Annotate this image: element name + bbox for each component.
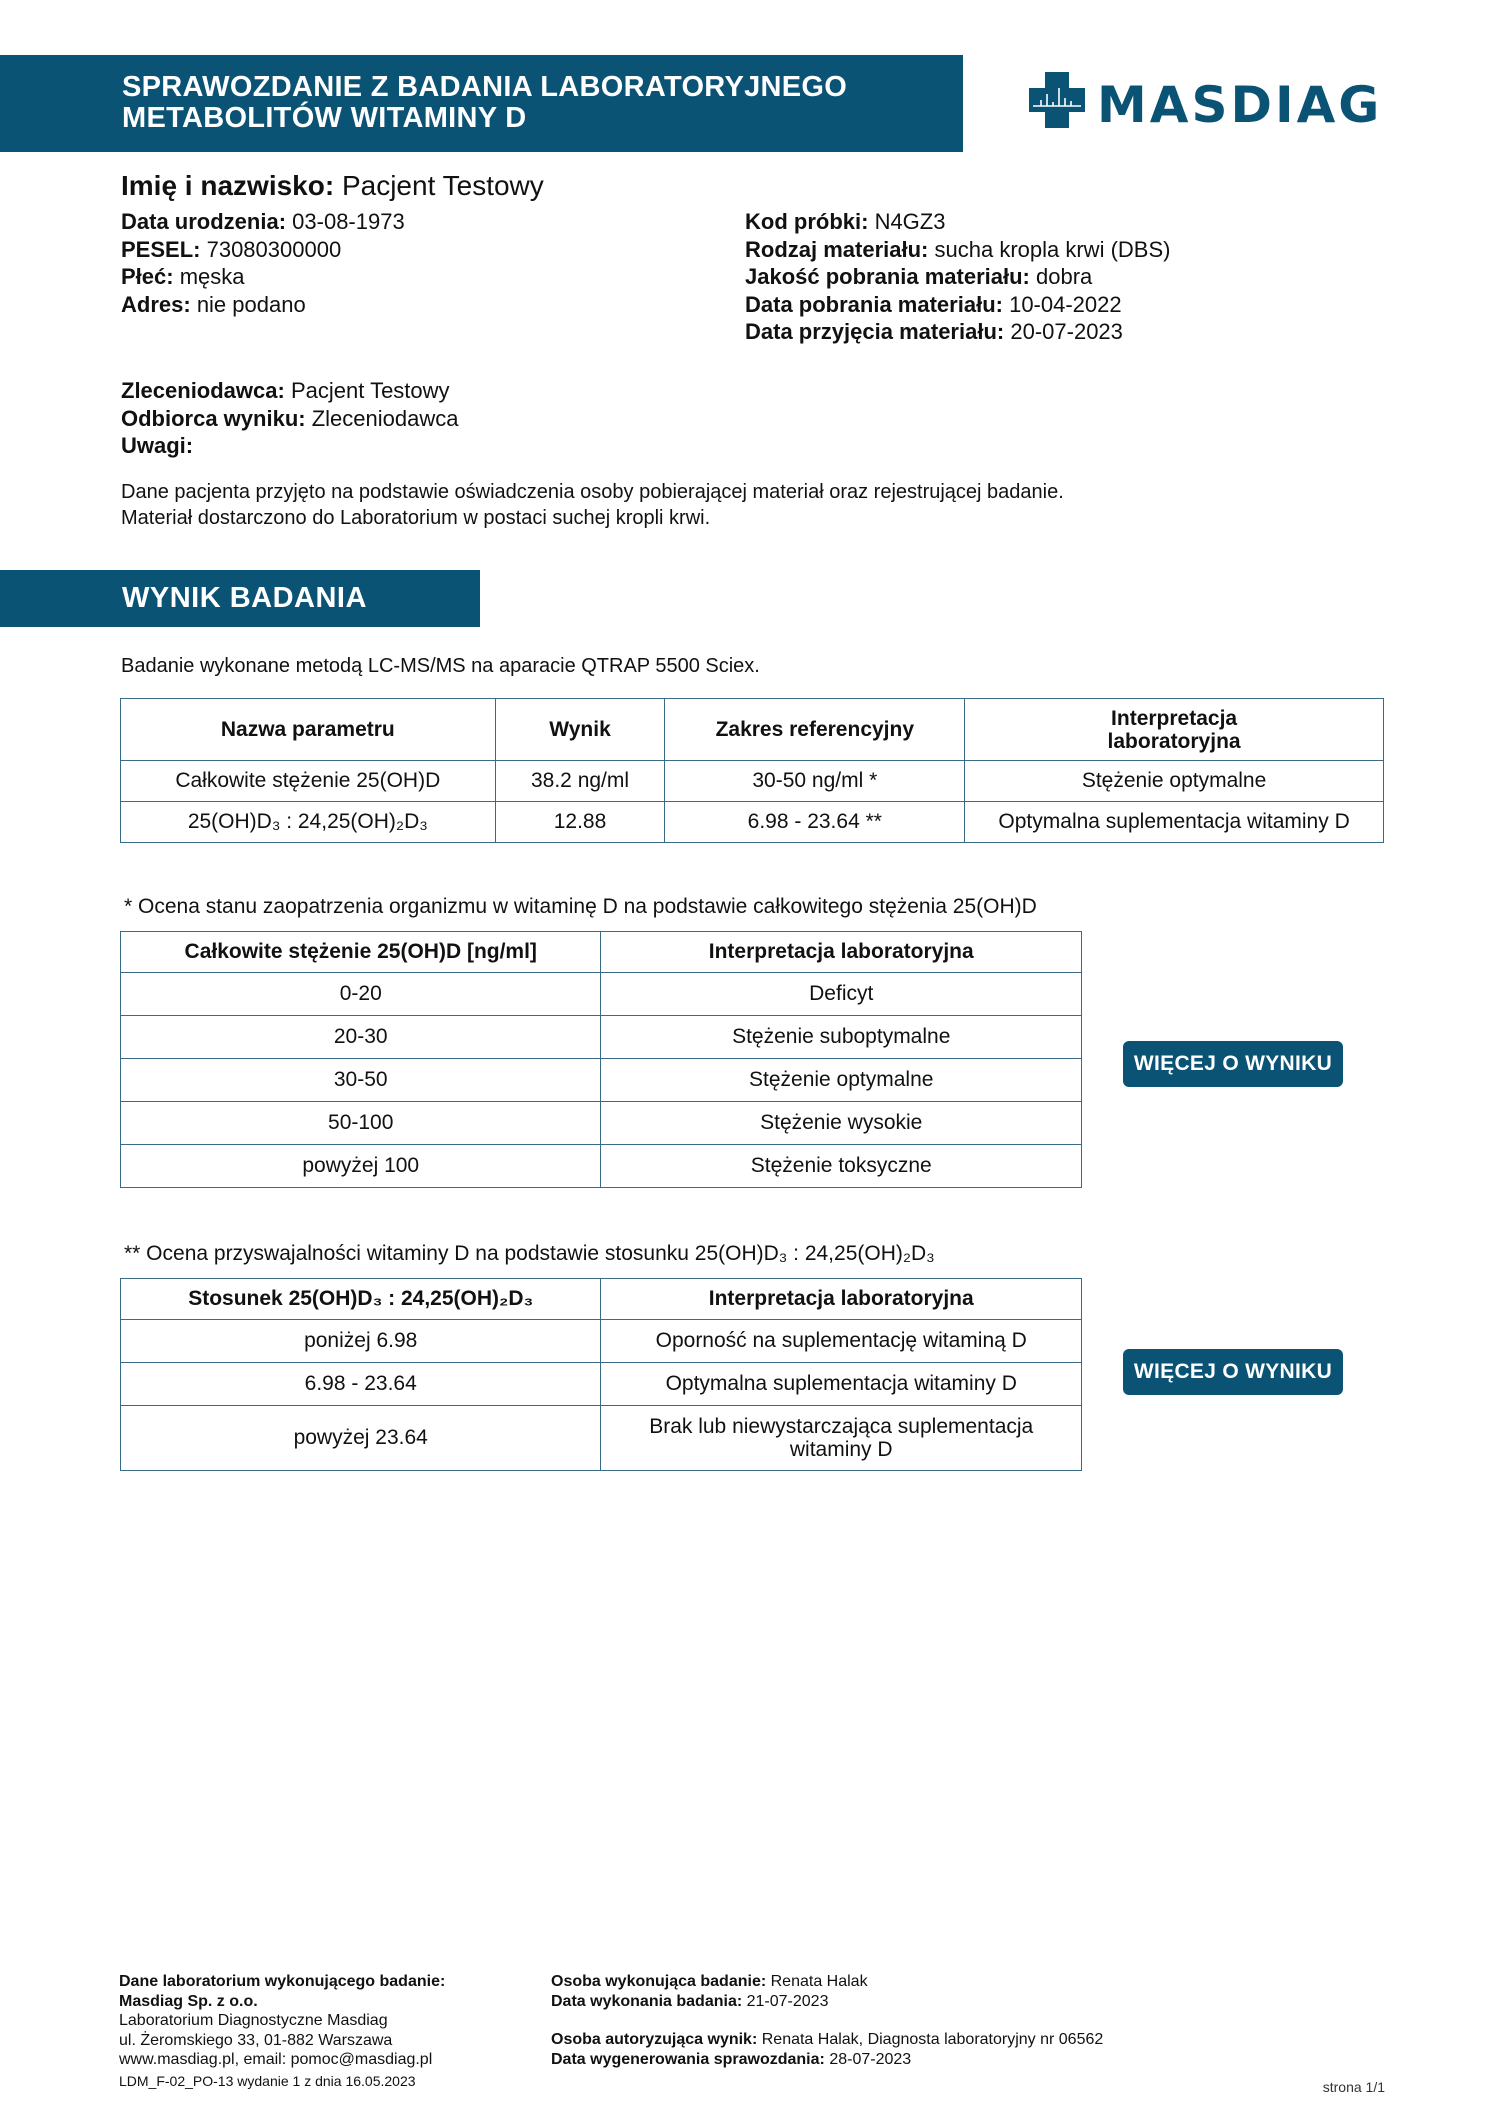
address: Adres: nie podano [121, 291, 306, 317]
table-header-row: Nazwa parametru Wynik Zakres referencyjny Interpretacja laboratoryjna [121, 699, 1384, 761]
material-type: Rodzaj materiału: sucha kropla krwi (DBS) [745, 236, 1171, 262]
collection-quality: Jakość pobrania materiału: dobra [745, 264, 1093, 289]
more-info-button[interactable]: WIĘCEJ O WYNIKU [1123, 1041, 1343, 1087]
receipt-date: Data przyjęcia materiału: 20-07-2023 [745, 319, 1123, 344]
remarks: Uwagi: [121, 433, 194, 458]
sample-details [745, 208, 1170, 346]
table-row: 0-20 Deficyt [121, 973, 1082, 1016]
pesel: PESEL: 73080300000 [121, 236, 342, 262]
more-info-button[interactable]: WIĘCEJ O WYNIKU [1123, 1349, 1343, 1395]
table-header-row: Stosunek 25(OH)D₃ : 24,25(OH)₂D₃ Interpretacja laboratoryjna [121, 1279, 1082, 1320]
table-header-row: Całkowite stężenie 25(OH)D [ng/ml] Interpretacja laboratoryjna [121, 932, 1082, 973]
ref2-table [120, 1278, 1082, 1471]
ordering-party: Zleceniodawca: Pacjent Testowy [121, 378, 450, 403]
table-row: 30-50 Stężenie optymalne [121, 1059, 1082, 1102]
birth-date: Data urodzenia: 03-08-1973 [121, 209, 405, 234]
patient-note: Dane pacjenta przyjęto na podstawie oświadczenia osoby pobierającej materiał oraz rejestrującej badanie. Materiał dostarczono do Laboratorium w postaci suchej kropli krwi. [121, 481, 1064, 529]
medical-cross-icon [1025, 70, 1385, 136]
table-row: poniżej 6.98 Oporność na suplementację witaminą D [121, 1320, 1082, 1363]
page-number: strona 1/1 [1322, 2079, 1385, 2095]
table-row: 25(OH)D₃ : 24,25(OH)₂D₃ 12.88 6.98 - 23.64 ** Optymalna suplementacja witaminy D [121, 802, 1384, 843]
ref1-caption: * Ocena stanu zaopatrzenia organizmu w witaminę D na podstawie całkowitego stężenia 25(OH)D [124, 895, 1037, 918]
patient-details [121, 208, 405, 318]
table-row: 20-30 Stężenie suboptymalne [121, 1016, 1082, 1059]
result-table [120, 698, 1384, 843]
table-row: Całkowite stężenie 25(OH)D 38.2 ng/ml 30-50 ng/ml * Stężenie optymalne [121, 761, 1384, 802]
ref1-table [120, 931, 1082, 1188]
table-row: 6.98 - 23.64 Optymalna suplementacja witaminy D [121, 1363, 1082, 1406]
sample-code: Kod próbki: N4GZ3 [745, 209, 946, 234]
sex: Płeć: męska [121, 264, 245, 289]
table-row: 50-100 Stężenie wysokie [121, 1102, 1082, 1145]
patient-name: Imię i nazwisko: Pacjent Testowy [121, 170, 544, 201]
section-title: WYNIK BADANIA [122, 582, 367, 614]
order-details [121, 377, 458, 460]
performer-info: Osoba wykonująca badanie: Renata Halak Data wykonania badania: 21-07-2023 Osoba autoryzująca wynik: Renata Halak, Diagnosta laboratoryjny nr 06562 Data wygenerowania sprawozdania: 28-07-2023 [551, 1973, 1104, 2068]
table-row: powyżej 23.64 Brak lub niewystarczająca suplementacja witaminy D [121, 1406, 1082, 1471]
method-text: Badanie wykonane metodą LC-MS/MS na aparacie QTRAP 5500 Sciex. [121, 655, 760, 677]
ref2-caption: ** Ocena przyswajalności witaminy D na podstawie stosunku 25(OH)D₃ : 24,25(OH)₂D₃ [124, 1242, 935, 1265]
report-title: SPRAWOZDANIE Z BADANIA LABORATORYJNEGO METABOLITÓW WITAMINY D [122, 71, 848, 134]
result-recipient: Odbiorca wyniku: Zleceniodawca [121, 405, 459, 431]
document-code: LDM_F-02_PO-13 wydanie 1 z dnia 16.05.2023 [119, 2072, 416, 2089]
table-row: powyżej 100 Stężenie toksyczne [121, 1145, 1082, 1188]
masdiag-logo [1025, 70, 1385, 136]
svg-text:MASDIAG: MASDIAG [1097, 76, 1383, 134]
collection-date: Data pobrania materiału: 10-04-2022 [745, 291, 1122, 317]
lab-info: Dane laboratorium wykonującego badanie: Masdiag Sp. z o.o. Laboratorium Diagnostyczne Masdiag ul. Żeromskiego 33, 01-882 Warszawa www.masdiag.pl, email: pomoc@masdiag.pl LDM_F-02_PO-13 wydanie 1 z dnia 16.05.2023 [119, 1972, 445, 2091]
